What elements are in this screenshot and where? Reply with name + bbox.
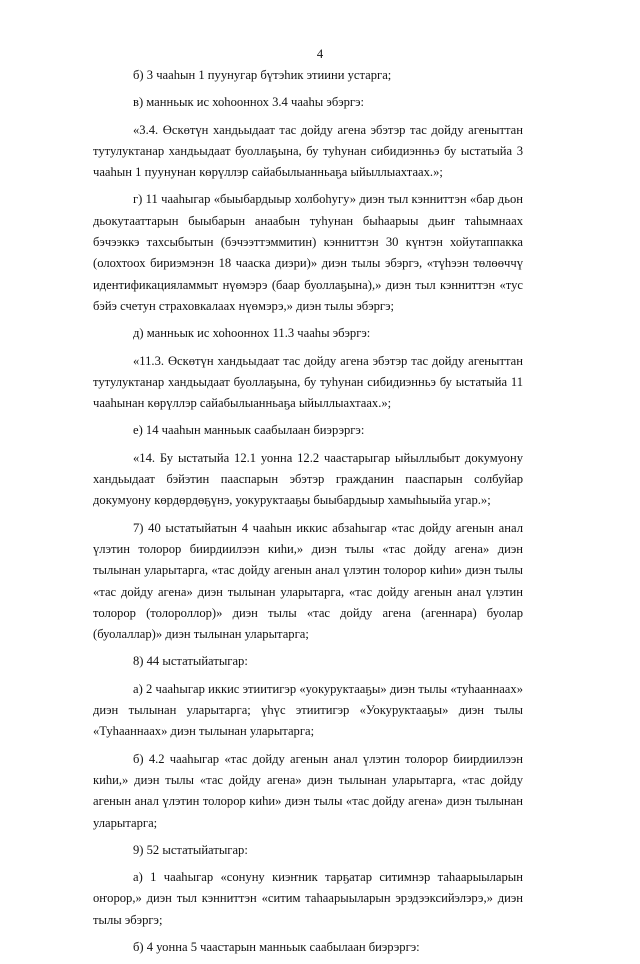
paragraph: «11.3. Өскөтүн хандьыдаат тас дойду агена эбэтэр тас дойду агеныттан тутулуктанар хандьыдаат буоллаҕына, бу туһунан сибидиэнньэ бу ыстатыйа 11 чааһынан көрүллэр сайабылыанньаҕа ыйыллыахтаах.»; <box>93 353 523 411</box>
paragraph: 8) 44 ыстатыйатыгар: <box>133 654 248 669</box>
paragraph: «3.4. Өскөтүн хандьыдаат тас дойду агена эбэтэр тас дойду агеныттан тутулуктанар хандьыдаат буоллаҕына, бу туһунан сибидиэнньэ бу ыстатыйа 3 чааһын 1 пуунунан көрүллэр сайабылыанньаҕа ыйыллыахтаах.»; <box>93 122 523 180</box>
paragraph: г) 11 чааһыгар «быыбардыыр холбоһугу» диэн тыл кэнниттэн «бар дьон дьокутааттарын быыбарын анаабын туһунан быһаарыы дьиҥ таһымнаах бэчээккэ тахсыбытын (бэчээттэммитин) кэнниттэн 30 күнтэн хойутаппакка (олохтоох бириэмэнэн 18 чааска диэри)» диэн тылы эбэргэ, «түһээн төлөөччү идентификацияламмыт нүөмэрэ (баар буоллаҕына),» диэн тыл кэнниттэн «тус бэйэ счетун страховкалаах нүөмэрэ,» диэн тылы эбэргэ; <box>93 192 523 313</box>
paragraph: б) 4 уонна 5 чаастарын манньык саабылаан биэрэргэ: <box>133 939 420 954</box>
page-number: 4 <box>316 47 324 61</box>
paragraph: б) 3 чааһын 1 пуунугар бүтэһик этиини устарга; <box>133 68 392 82</box>
paragraph: д) манньык ис хоһооннох 11.3 чааһы эбэргэ: <box>133 326 371 341</box>
paragraph: «14. Бу ыстатыйа 12.1 уонна 12.2 чаастарыгар ыйыллыбыт докумуону хандьыдаат бэйэтин пааспарын эбэтэр гражданин пааспарын солбуйар докумуону көрдөрдөҕүнэ, уокуруктааҕы быыбардыыр хамыһыыйа угар.»; <box>93 450 523 508</box>
paragraph: в) манньык ис хоһооннох 3.4 чааһы эбэргэ: <box>133 95 364 110</box>
paragraph: а) 1 чааһыгар «сонуну киэҥник тарҕатар ситимнэр таһаарыыларын оҥорор,» диэн тыл кэнниттэн «ситим таһаарыыларын эрэдээксийэлэрэ,» диэн тылы эбэргэ; <box>93 870 523 927</box>
paragraph: 7) 40 ыстатыйатын 4 чааһын иккис абзаһыгар «тас дойду агенын анал үлэтин толорор биирдиилээн киһи,» диэн тылы «тас дойду агена» диэн тылынан уларытарга, «тас дойду агенын анал үлэтин толорор киһи» диэн тылы «тас дойду агена» диэн тылынан уларытарга, «тас дойду агенын анал үлэтин толорор (толороллор)» диэн тылы «тас дойду агена (агеннара) буолар (буолаллар)» диэн тылынан уларытарга; <box>93 520 523 642</box>
paragraph: а) 2 чааһыгар иккис этиитигэр «уокуруктааҕы» диэн тылы «туһааннаах» диэн тылынан уларытарга; үһүс этиитигэр «Уокуруктааҕы» диэн тылы «Туһааннаах» диэн тылынан уларытарга; <box>93 681 523 739</box>
document-body <box>93 65 523 964</box>
paragraph: е) 14 чааһын манньык саабылаан биэрэргэ: <box>133 423 365 438</box>
paragraph: 9) 52 ыстатыйатыгар: <box>133 842 248 857</box>
paragraph: б) 4.2 чааһыгар «тас дойду агенын анал үлэтин толорор биирдиилээн киһи,» диэн тылы «тас дойду агена» диэн тылынан уларытарга, «тас дойду агенын анал үлэтин толорор киһи» диэн тылы «тас дойду агена» диэн тылынан уларытарга; <box>93 751 523 830</box>
